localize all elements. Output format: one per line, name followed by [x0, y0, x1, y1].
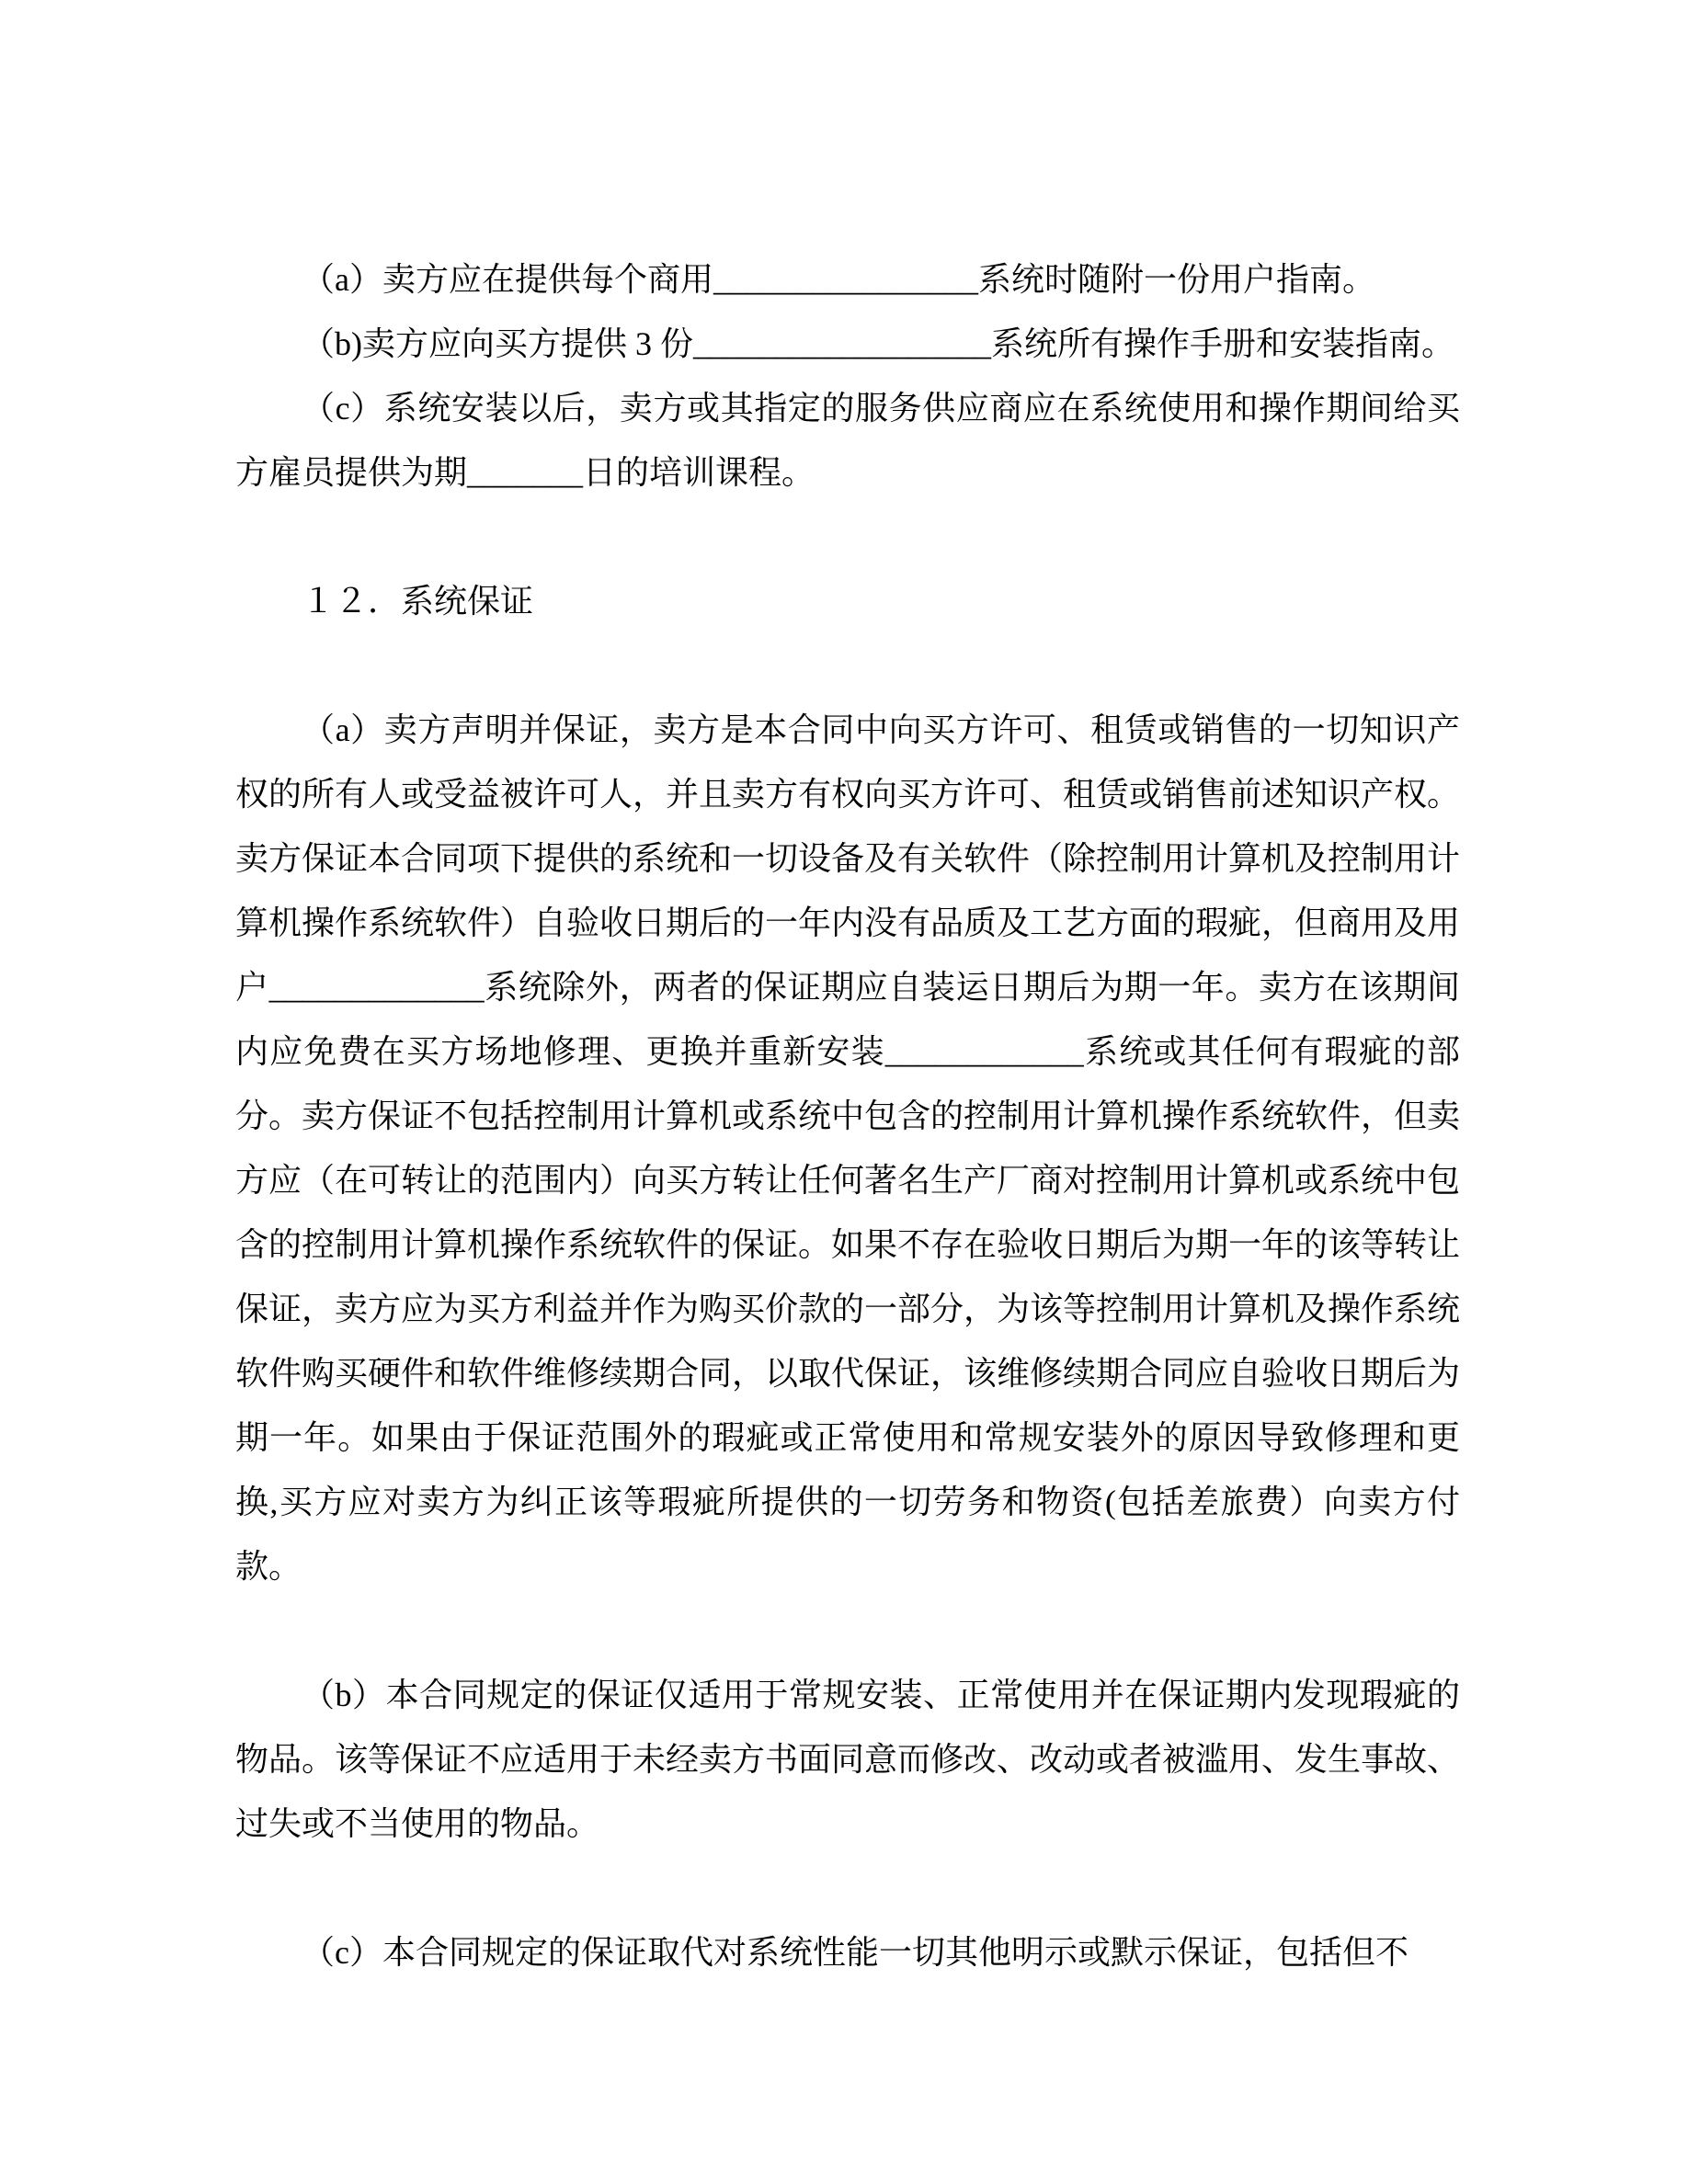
clause-11a-text: （a）卖方应在提供每个商用________________系统时随附一份用户指南。	[302, 261, 1375, 298]
clause-11c-text: （c）系统安装以后，卖方或其指定的服务供应商应在系统使用和操作期间给买方雇员提供为期_______日的培训课程。	[235, 390, 1460, 491]
clause-12c-text: （c）本合同规定的保证取代对系统性能一切其他明示或默示保证，包括但不	[302, 1934, 1409, 1971]
clause-11b-text: （b)卖方应向买方提供 3 份__________________系统所有操作手册和安装指南。	[302, 325, 1454, 362]
clause-12b-text: （b）本合同规定的保证仅适用于常规安装、正常使用并在保证期内发现瑕疵的物品。该等保证不应适用于未经卖方书面同意而修改、改动或者被滥用、发生事故、过失或不当使用的物品。	[235, 1677, 1461, 1842]
section-12-heading: １２．系统保证	[302, 583, 534, 620]
clause-12a-text: （a）卖方声明并保证，卖方是本合同中向买方许可、租赁或销售的一切知识产权的所有人或受益被许可人，并且卖方有权向买方许可、租赁或销售前述知识产权。卖方保证本合同项下提供的系统和一切设备及有关软件（除控制用计算机及控制用计算机操作系统软件）自验收日期后的一年内没有品质及工艺方面的瑕疵，但商用及用户_____________系统除外，两者的保证期应自装运日期后为期一年。卖方在该期间内应免费在买方场地修理、更换并重新安装____________系统或其任何有瑕疵的部分。卖方保证不包括控制用计算机或系统中包含的控制用计算机操作系统软件，但卖方应（在可转让的范围内）向买方转让任何著名生产厂商对控制用计算机或系统中包含的控制用计算机操作系统软件的保证。如果不存在验收日期后为期一年的该等转让保证，卖方应为买方利益并作为购买价款的一部分，为该等控制用计算机及操作系统软件购买硬件和软件维修续期合同，以取代保证，该维修续期合同应自验收日期后为期一年。如果由于保证范围外的瑕疵或正常使用和常规安装外的原因导致修理和更换,买方应对卖方为纠正该等瑕疵所提供的一切劳务和物资(包括差旅费）向卖方付款。	[235, 711, 1461, 1585]
